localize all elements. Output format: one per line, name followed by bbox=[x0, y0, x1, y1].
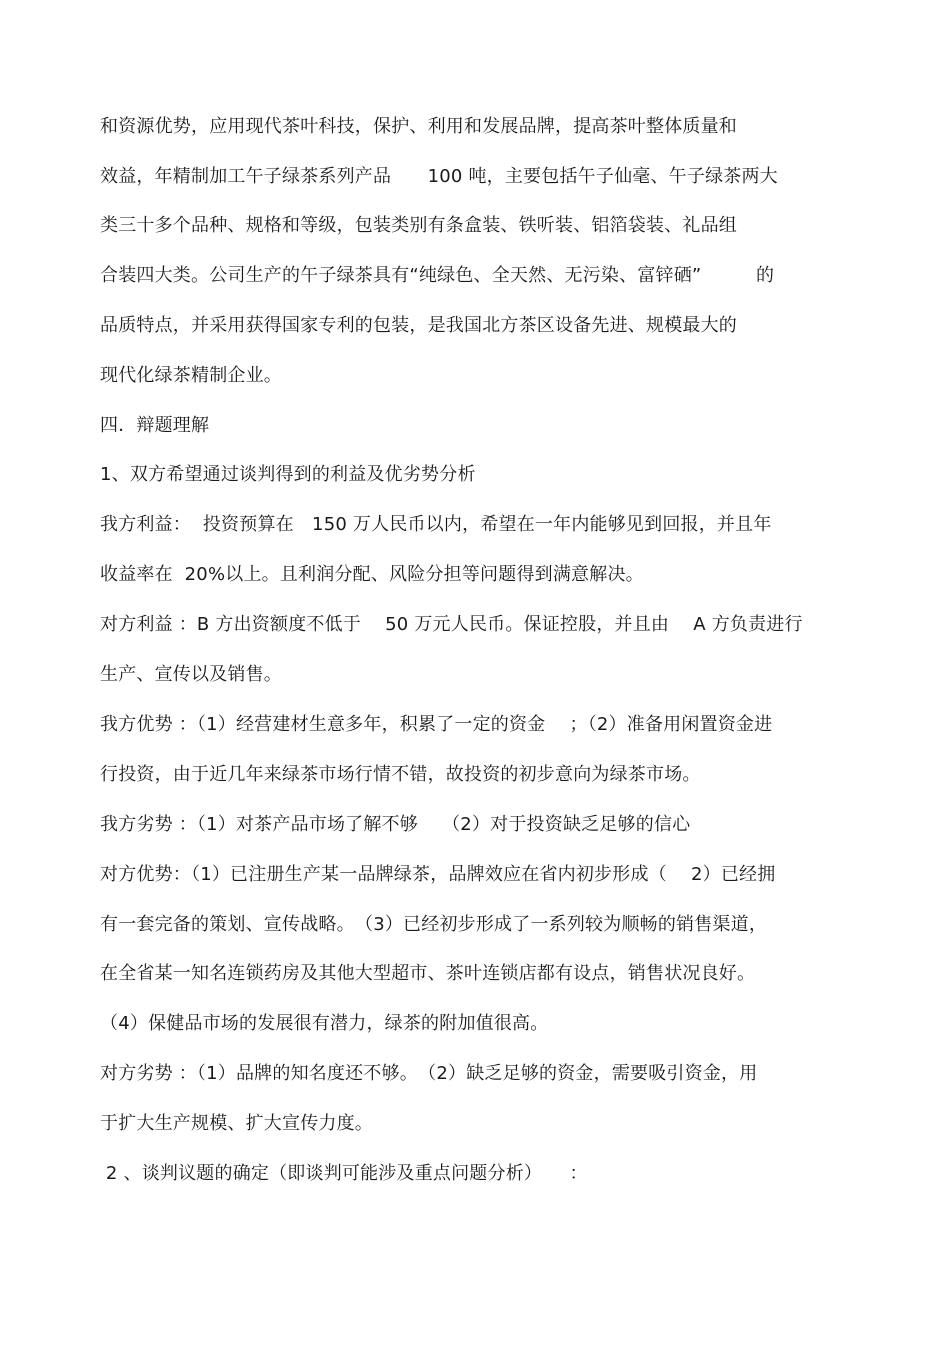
paragraph-line: 我方优势 ：（1）经营建材生意多年，积累了一定的资金 ；（2）准备用闲置资金进 bbox=[100, 714, 773, 735]
paragraph-line: 效益，年精制加工午子绿茶系列产品 100 吨，主要包括午子仙毫、午子绿茶两大 bbox=[100, 166, 778, 187]
paragraph-line: 类三十多个品种、规格和等级，包装类别有条盒装、铁听装、铝箔袋装、礼品组 bbox=[100, 215, 737, 236]
paragraph-line: 合装四大类。公司生产的午子绿茶具有“纯绿色、全天然、无污染、富锌硒” 的 bbox=[100, 265, 775, 286]
section-heading: 四．辩题理解 bbox=[100, 415, 210, 436]
paragraph-line: 生产、宣传以及销售。 bbox=[100, 664, 282, 685]
paragraph-line: 品质特点，并采用获得国家专利的包装，是我国北方茶区设备先进、规模最大的 bbox=[100, 315, 737, 336]
paragraph-line: 对方优势：（1）已注册生产某一品牌绿茶，品牌效应在省内初步形成（ 2）已经拥 bbox=[100, 864, 776, 885]
paragraph-line: 于扩大生产规模、扩大宣传力度。 bbox=[100, 1113, 373, 1134]
subsection-heading: 2 、谈判议题的确定（即谈判可能涉及重点问题分析） ： bbox=[100, 1163, 588, 1184]
paragraph-line: 收益率在 20%以上。且利润分配、风险分担等问题得到满意解决。 bbox=[100, 564, 644, 585]
paragraph-line: 有一套完备的策划、宣传战略。 （3）已经初步形成了一系列较为顺畅的销售渠道， bbox=[100, 914, 768, 935]
paragraph-line: 行投资，由于近几年来绿茶市场行情不错，故投资的初步意向为绿茶市场。 bbox=[100, 764, 701, 785]
paragraph-line: 现代化绿茶精制企业。 bbox=[100, 365, 282, 386]
paragraph-line: 对方劣势 ：（1）品牌的知名度还不够。 （2）缺乏足够的资金，需要吸引资金，用 bbox=[100, 1063, 758, 1084]
paragraph-line: （4）保健品市场的发展很有潜力，绿茶的附加值很高。 bbox=[100, 1013, 549, 1034]
paragraph-line: 在全省某一知名连锁药房及其他大型超市、茶叶连锁店都有设点，销售状况良好。 bbox=[100, 963, 756, 984]
paragraph-line: 和资源优势，应用现代茶叶科技，保护、利用和发展品牌，提高茶叶整体质量和 bbox=[100, 116, 737, 137]
paragraph-line: 我方利益： 投资预算在 150 万人民币以内，希望在一年内能够见到回报，并且年 bbox=[100, 514, 772, 535]
paragraph-line: 对方利益 ：B 方出资额度不低于 50 万元人民币。保证控股，并且由 A 方负责进行 bbox=[100, 614, 803, 635]
paragraph-line: 我方劣势 ：（1）对茶产品市场了解不够 （2）对于投资缺乏足够的信心 bbox=[100, 814, 691, 835]
subsection-heading: 1、双方希望通过谈判得到的利益及优劣势分析 bbox=[100, 464, 476, 485]
